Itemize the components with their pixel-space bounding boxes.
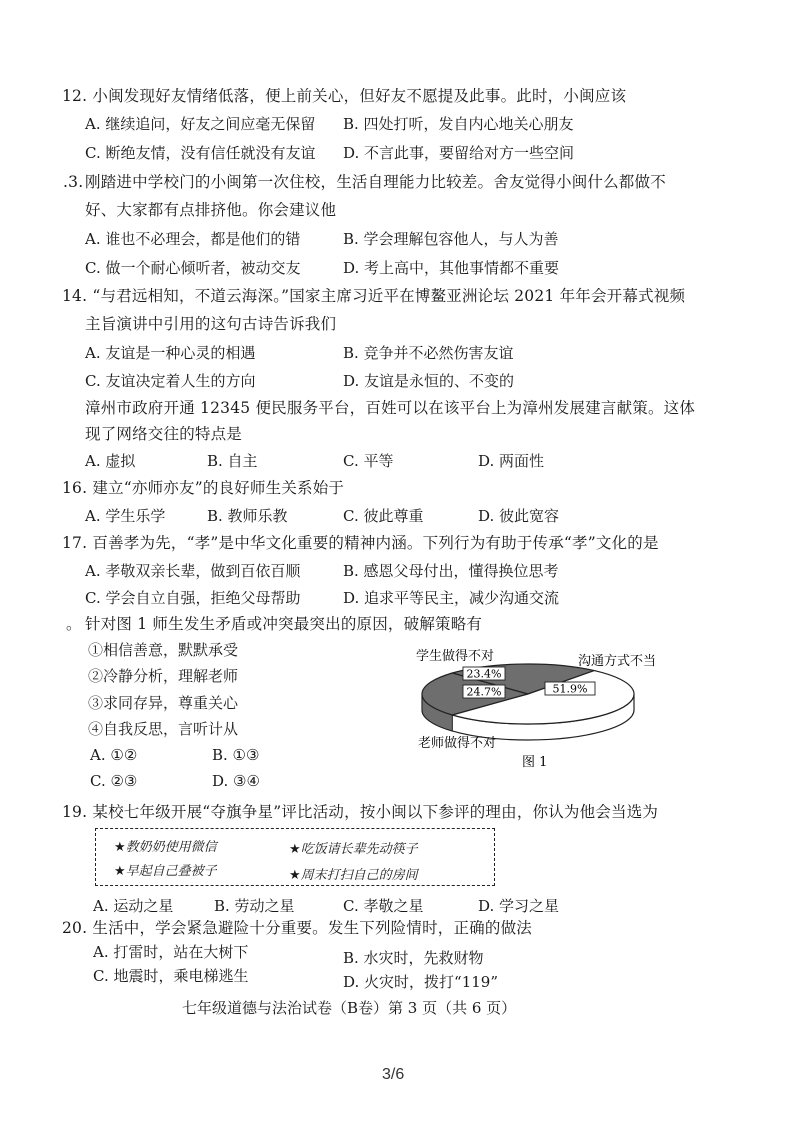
q18-option-c: C. ②③ (90, 772, 138, 790)
page-counter: 3/6 (382, 1066, 405, 1083)
pie-data-label-students: 23.4% (466, 667, 502, 681)
q13-option-a: A. 谁也不必理会，都是他们的错 (85, 230, 301, 248)
q20-option-b: B. 水灾时，先救财物 (343, 949, 484, 967)
q18-statement-1: ①相信善意，默默承受 (88, 641, 239, 659)
q13-option-d: D. 考上高中，其他事情都不重要 (343, 259, 560, 277)
q15-option-b: B. 自主 (207, 452, 258, 470)
q15-stem-line2: 现了网络交往的特点是 (85, 425, 243, 443)
figure-1-pie-chart (400, 640, 690, 775)
q18-number: 。 (66, 615, 82, 633)
q12-stem: 12. 小闽发现好友情绪低落，便上前关心，但好友不愿提及此事。此时，小闽应该 (62, 87, 627, 105)
q19-option-a: A. 运动之星 (93, 897, 174, 915)
q14-option-d: D. 友谊是永恒的、不变的 (343, 372, 515, 390)
q19-stem: 19. 某校七年级开展“夺旗争星”评比活动，按小闽以下参评的理由，你认为他会当选为 (62, 803, 659, 821)
q20-option-c: C. 地震时，乘电梯逃生 (93, 967, 249, 985)
q19-option-d: D. 学习之星 (478, 897, 560, 915)
q16-stem: 16. 建立“亦师亦友”的良好师生关系始于 (62, 479, 345, 497)
q20-option-a: A. 打雷时，站在大树下 (93, 943, 249, 961)
q12-option-d: D. 不言此事，要留给对方一些空间 (343, 144, 575, 162)
q17-option-c: C. 学会自立自强，拒绝父母帮助 (85, 589, 301, 607)
q15-option-d: D. 两面性 (478, 452, 545, 470)
q17-option-b: B. 感恩父母付出，懂得换位思考 (343, 562, 559, 580)
q15-option-a: A. 虚拟 (85, 452, 136, 470)
q19-card-item-2: ★吃饭请长辈先动筷子 (289, 842, 418, 857)
pie-category-label-students: 学生做得不对 (416, 649, 495, 664)
q19-option-b: B. 劳动之星 (214, 897, 295, 915)
q20-stem: 20. 生活中，学会紧急避险十分重要。发生下列险情时，正确的做法 (62, 919, 532, 937)
q14-option-b: B. 竞争并不必然伤害友谊 (343, 344, 514, 362)
q16-option-a: A. 学生乐学 (85, 507, 166, 525)
q16-option-d: D. 彼此宽容 (478, 507, 560, 525)
q18-statement-3: ③求同存异，尊重关心 (88, 694, 239, 712)
q12-option-c: C. 断绝友情，没有信任就没有友谊 (85, 144, 316, 162)
q13-option-c: C. 做一个耐心倾听者，被动交友 (85, 259, 301, 277)
q17-option-a: A. 孝敬双亲长辈，做到百依百顺 (85, 562, 301, 580)
q19-card-item-3: ★早起自己叠被子 (114, 864, 217, 879)
q20-option-d: D. 火灾时，拨打“119” (343, 973, 498, 991)
q18-stem: 针对图 1 师生发生矛盾或冲突最突出的原因，破解策略有 (85, 615, 483, 633)
q13-stem-line1: 刚踏进中学校门的小闽第一次住校，生活自理能力比较差。舍友觉得小闽什么都做不 (85, 173, 666, 191)
pie-data-label-teachers: 24.7% (466, 685, 502, 699)
q14-stem-line2: 主旨演讲中引用的这句古诗告诉我们 (85, 315, 337, 333)
q12-option-a: A. 继续追问，好友之间应毫无保留 (85, 115, 316, 133)
q14-stem-line1: 14. “与君远相知，不道云海深。”国家主席习近平在博鳌亚洲论坛 2021 年年会开幕式视频 (62, 287, 686, 305)
q19-option-c: C. 孝敬之星 (343, 897, 424, 915)
q18-option-a: A. ①② (90, 746, 138, 764)
page-footer: 七年级道德与法治试卷（B卷）第 3 页（共 6 页） (182, 999, 517, 1017)
pie-category-label-teachers: 老师做得不对 (418, 736, 497, 751)
pie-category-label-communication: 沟通方式不当 (578, 654, 657, 669)
q13-stem-line2: 好、大家都有点排挤他。你会建议他 (85, 201, 337, 219)
q16-option-c: C. 彼此尊重 (343, 507, 424, 525)
q15-option-c: C. 平等 (343, 452, 394, 470)
q17-stem: 17. 百善孝为先，“孝”是中华文化重要的精神内涵。下列行为有助于传承“孝”文化的是 (62, 534, 659, 552)
q19-card-item-4: ★周末打扫自己的房间 (289, 868, 418, 883)
q13-number: .3. (63, 173, 84, 191)
q18-statement-2: ②冷静分析，理解老师 (88, 667, 239, 685)
q14-option-c: C. 友谊决定着人生的方向 (85, 372, 256, 390)
pie-data-label-communication: 51.9% (552, 682, 588, 696)
q14-option-a: A. 友谊是一种心灵的相遇 (85, 344, 256, 362)
q18-option-d: D. ③④ (212, 772, 260, 790)
q15-stem-line1: 漳州市政府开通 12345 便民服务平台，百姓可以在该平台上为漳州发展建言献策。这体 (85, 399, 696, 417)
q12-option-b: B. 四处打听，发自内心地关心朋友 (343, 115, 574, 133)
q16-option-b: B. 教师乐教 (207, 507, 288, 525)
q13-option-b: B. 学会理解包容他人，与人为善 (343, 230, 559, 248)
q18-option-b: B. ①③ (212, 746, 260, 764)
q19-card-item-1: ★教奶奶使用微信 (114, 840, 217, 855)
q17-option-d: D. 追求平等民主，减少沟通交流 (343, 589, 560, 607)
pie-figure-caption: 图 1 (522, 755, 548, 770)
q18-statement-4: ④自我反思，言听计从 (88, 720, 239, 738)
